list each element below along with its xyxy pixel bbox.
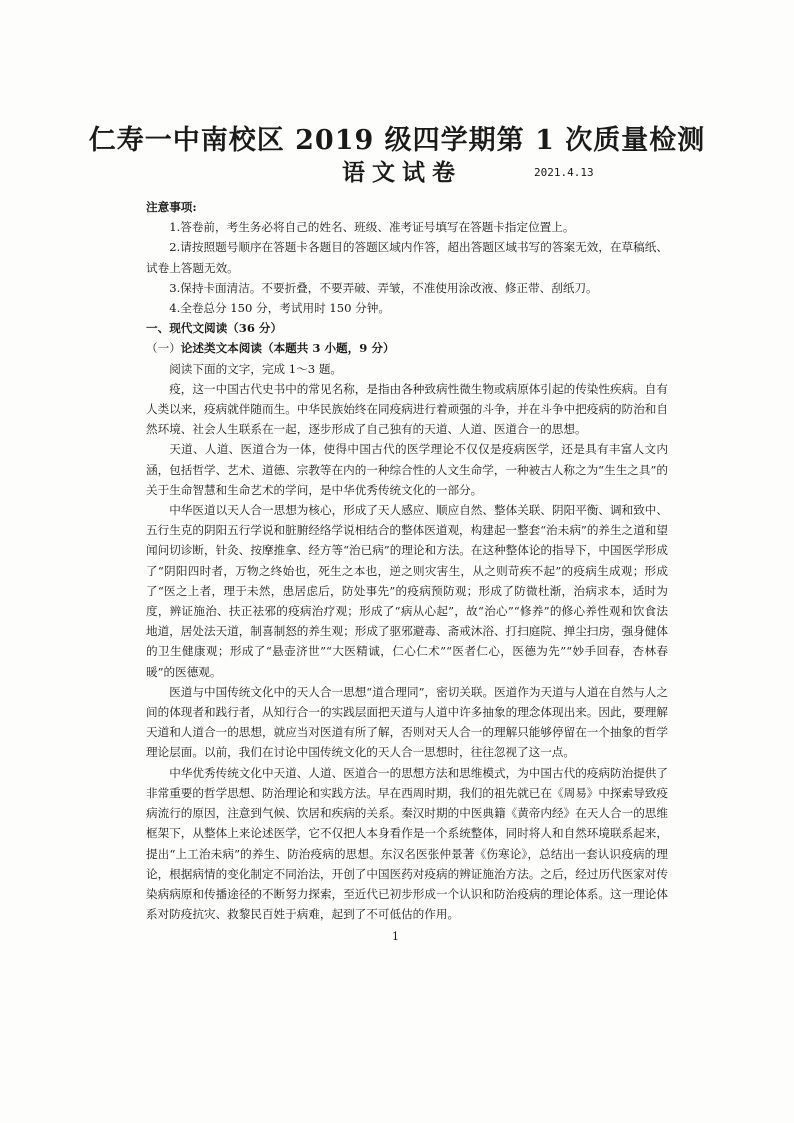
notice-heading: 注意事项: bbox=[146, 200, 197, 214]
passage-paragraph: 中华医道以天人合一思想为核心，形成了天人感应、顺应自然、整体关联、阴阳平衡、调和致中、五行生克的阴阳五行学说和脏腑经络学说相结合的整体医道观，构建起一整套“治未病”的养生之道和望闻问切诊断，针灸、按摩推拿、经方等“治已病”的理论和方法。在这种整体论的指导下，中国医学形成了“阴阳四时者，万物之终始也，死生之本也，逆之则灾害生，从之则苛疾不起”的疫病生成观；形成了“医之上者，理于未然，患居虑后，防处事先”的疫病预防观；形成了防微杜渐，治病求本，适时为度，辨证施治、扶正祛邪的疫病治疗观；形成了“病从心起”，故“治心”“修养”的修心养性观和饮食法地道，居处法天道，制喜制怒的养生观；形成了驱邪避毒、斋戒沐浴、打扫庭院、掸尘扫房，强身健体的卫生健康观；形成了“悬壶济世”“大医精诚，仁心仁术”“医者仁心，医德为先”“妙手回春，杏林春暖”的医德观。 bbox=[146, 503, 668, 679]
notice-item: 3.保持卡面清洁。不要折叠，不要弄破、弄皱，不准使用涂改液、修正带、刮纸刀。 bbox=[169, 280, 598, 295]
passage-paragraph: 疫，这一中国古代史书中的常见名称，是指由各种致病性微生物或病原体引起的传染性疾病。自有人类以来，疫病就伴随而生。中华民族始终在同疫病进行着顽强的斗争，并在斗争中把疫病的防治和自然环境、社会人生联系在一起，逐步形成了自己独有的天道、人道、医道合一的思想。 bbox=[146, 381, 668, 437]
passage-paragraph: 中华优秀传统文化中天道、人道、医道合一的思想方法和思维模式，为中国古代的疫病防治提供了非常重要的哲学思想、防治理论和实践方法。早在西周时期，我们的祖先就已在《周易》中探索导致疫病流行的原因，注意到气候、饮居和疾病的关系。秦汉时期的中医典籍《黄帝内经》在天人合一的思维框架下，从整体上来论述医学，它不仅把人本身看作是一个系统整体，同时将人和自然环境联系起来，提出“上工治未病”的养生、防治疫病的思想。东汉名医张仲景著《伤寒论》，总结出一套认识疫病的理论，根据病情的变化制定不同治法，开创了中国医药对疫病的辨证施治方法。之后，经过历代医家对传染病病原和传播途径的不断努力探索，至近代已初步形成一个认识和防治疫病的理论体系。这一理论体系对防疫抗灾、救黎民百姓于病难，起到了不可低估的作用。 bbox=[146, 765, 668, 922]
notice-item: 2.请按照题号顺序在答题卡各题目的答题区域内作答，超出答题区域书写的答案无效，在草稿纸、试卷上答题无效。 bbox=[146, 240, 668, 275]
subtitle-row bbox=[0, 154, 794, 188]
subsection-label: 论述类文本阅读（本题共 3 小题，9 分） bbox=[180, 341, 395, 356]
page-number: 1 bbox=[392, 930, 399, 943]
notice-item: 1.答卷前，考生务必将自己的姓名、班级、准考证号填写在答题卡指定位置上。 bbox=[169, 220, 575, 235]
subsection-title bbox=[146, 338, 668, 358]
passage-paragraph: 医道与中国传统文化中的天人合一思想“道合理同”，密切关联。医道作为天道与人道在自然与人之间的体现者和践行者，从知行合一的实践层面把天道与人道中许多抽象的理念体现出来。因此，要理解天道和人道合一的思想，就应当对医道有所了解，否则对天人合一的理解只能够停留在一个抽象的哲学理论层面。以前，我们在讨论中国传统文化的天人合一思想时，往往忽视了这一点。 bbox=[146, 684, 668, 760]
reading-instruction: 阅读下面的文字，完成 1～3 题。 bbox=[169, 361, 343, 376]
subsection-prefix: （一） bbox=[146, 341, 181, 356]
exam-content bbox=[146, 197, 668, 924]
exam-date: 2021.4.13 bbox=[534, 166, 594, 179]
exam-subtitle: 语文试卷 bbox=[342, 159, 462, 186]
passage-paragraph: 天道、人道、医道合为一体，使得中国古代的医学理论不仅仅是疫病医学，还是具有丰富人文内涵，包括哲学、艺术、道德、宗教等在内的一种综合性的人文生命学，一种被古人称之为“生生之具”的关于生命智慧和生命艺术的学问，是中华优秀传统文化的一部分。 bbox=[146, 442, 668, 497]
exam-title: 仁寿一中南校区 2019 级四学期第 1 次质量检测 bbox=[88, 125, 706, 156]
section-title: 一、现代文阅读（36 分） bbox=[146, 321, 283, 336]
notice-item: 4.全卷总分 150 分，考试用时 150 分钟。 bbox=[169, 301, 390, 316]
